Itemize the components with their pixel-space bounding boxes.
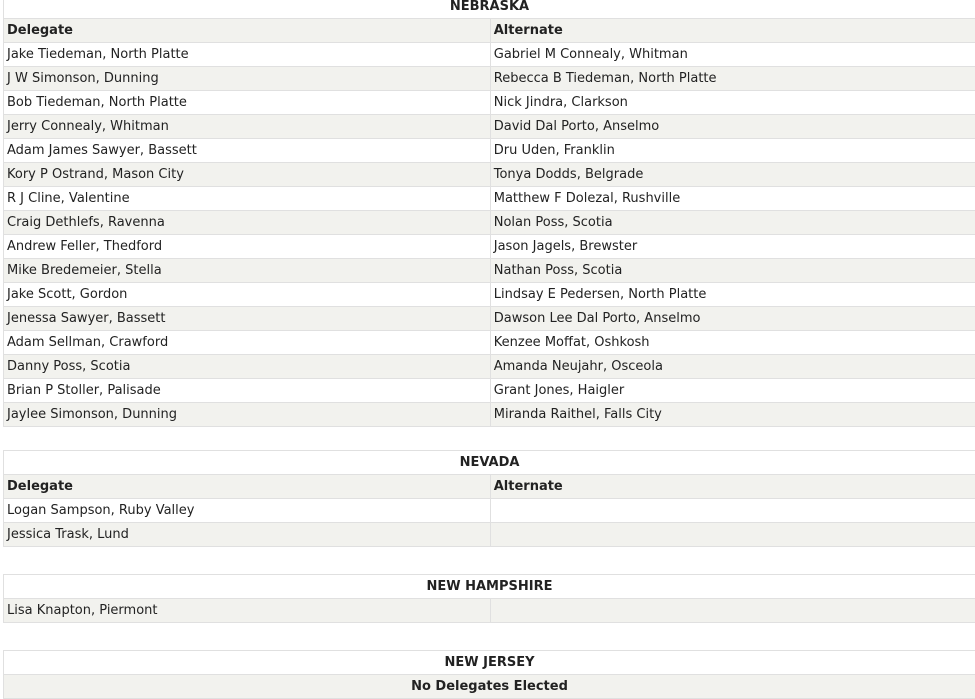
delegate-cell: Jenessa Sawyer, Bassett bbox=[4, 307, 491, 331]
alternate-cell: Miranda Raithel, Falls City bbox=[490, 403, 975, 427]
alternate-header: Alternate bbox=[490, 19, 975, 43]
delegate-cell: Jerry Connealy, Whitman bbox=[4, 115, 491, 139]
table-row bbox=[4, 115, 975, 139]
nebraska-table bbox=[3, 0, 975, 427]
nevada-rows bbox=[4, 499, 975, 547]
state-title: NEW HAMPSHIRE bbox=[4, 575, 975, 599]
delegate-cell: Craig Dethlefs, Ravenna bbox=[4, 211, 491, 235]
nebraska-rows bbox=[4, 43, 975, 427]
table-row bbox=[4, 235, 975, 259]
table-row bbox=[4, 187, 975, 211]
table-row bbox=[4, 163, 975, 187]
alternate-cell: Lindsay E Pedersen, North Platte bbox=[490, 283, 975, 307]
table-row bbox=[4, 379, 975, 403]
state-title: NEBRASKA bbox=[4, 0, 975, 19]
table-row bbox=[4, 307, 975, 331]
table-row bbox=[4, 403, 975, 427]
delegate-header: Delegate bbox=[4, 19, 491, 43]
no-delegates-note: No Delegates Elected bbox=[4, 675, 975, 699]
alternate-cell bbox=[490, 499, 975, 523]
table-row bbox=[4, 355, 975, 379]
delegate-header: Delegate bbox=[4, 475, 491, 499]
delegate-cell: Mike Bredemeier, Stella bbox=[4, 259, 491, 283]
state-title: NEVADA bbox=[4, 451, 975, 475]
nevada-table bbox=[3, 450, 975, 547]
alternate-cell bbox=[490, 523, 975, 547]
delegate-cell: Jaylee Simonson, Dunning bbox=[4, 403, 491, 427]
alternate-cell: Nolan Poss, Scotia bbox=[490, 211, 975, 235]
alternate-cell: Dru Uden, Franklin bbox=[490, 139, 975, 163]
alternate-cell: Matthew F Dolezal, Rushville bbox=[490, 187, 975, 211]
alternate-cell: Kenzee Moffat, Oshkosh bbox=[490, 331, 975, 355]
delegate-cell: Jake Scott, Gordon bbox=[4, 283, 491, 307]
alternate-header: Alternate bbox=[490, 475, 975, 499]
alternate-cell: Amanda Neujahr, Osceola bbox=[490, 355, 975, 379]
alternate-cell: Jason Jagels, Brewster bbox=[490, 235, 975, 259]
alternate-cell bbox=[490, 599, 975, 623]
delegate-cell: Kory P Ostrand, Mason City bbox=[4, 163, 491, 187]
delegate-cell: Adam James Sawyer, Bassett bbox=[4, 139, 491, 163]
alternate-cell: Nathan Poss, Scotia bbox=[490, 259, 975, 283]
table-row bbox=[4, 499, 975, 523]
new-hampshire-rows bbox=[4, 599, 975, 623]
alternate-cell: Tonya Dodds, Belgrade bbox=[490, 163, 975, 187]
new-hampshire-table bbox=[3, 574, 975, 623]
delegate-cell: Andrew Feller, Thedford bbox=[4, 235, 491, 259]
table-row bbox=[4, 259, 975, 283]
delegate-cell: Danny Poss, Scotia bbox=[4, 355, 491, 379]
delegate-cell: Brian P Stoller, Palisade bbox=[4, 379, 491, 403]
delegate-cell: Jessica Trask, Lund bbox=[4, 523, 491, 547]
alternate-cell: Nick Jindra, Clarkson bbox=[490, 91, 975, 115]
table-row bbox=[4, 283, 975, 307]
table-row bbox=[4, 599, 975, 623]
table-row bbox=[4, 91, 975, 115]
delegate-cell: Jake Tiedeman, North Platte bbox=[4, 43, 491, 67]
table-row bbox=[4, 331, 975, 355]
alternate-cell: Dawson Lee Dal Porto, Anselmo bbox=[490, 307, 975, 331]
table-row bbox=[4, 139, 975, 163]
delegate-cell: J W Simonson, Dunning bbox=[4, 67, 491, 91]
alternate-cell: David Dal Porto, Anselmo bbox=[490, 115, 975, 139]
table-row bbox=[4, 67, 975, 91]
table-row bbox=[4, 523, 975, 547]
alternate-cell: Grant Jones, Haigler bbox=[490, 379, 975, 403]
delegate-cell: R J Cline, Valentine bbox=[4, 187, 491, 211]
delegate-cell: Adam Sellman, Crawford bbox=[4, 331, 491, 355]
alternate-cell: Gabriel M Connealy, Whitman bbox=[490, 43, 975, 67]
delegate-cell: Logan Sampson, Ruby Valley bbox=[4, 499, 491, 523]
delegate-cell: Bob Tiedeman, North Platte bbox=[4, 91, 491, 115]
new-jersey-table bbox=[3, 650, 975, 699]
state-title: NEW JERSEY bbox=[4, 651, 975, 675]
delegate-cell: Lisa Knapton, Piermont bbox=[4, 599, 491, 623]
alternate-cell: Rebecca B Tiedeman, North Platte bbox=[490, 67, 975, 91]
table-row bbox=[4, 211, 975, 235]
table-row bbox=[4, 43, 975, 67]
